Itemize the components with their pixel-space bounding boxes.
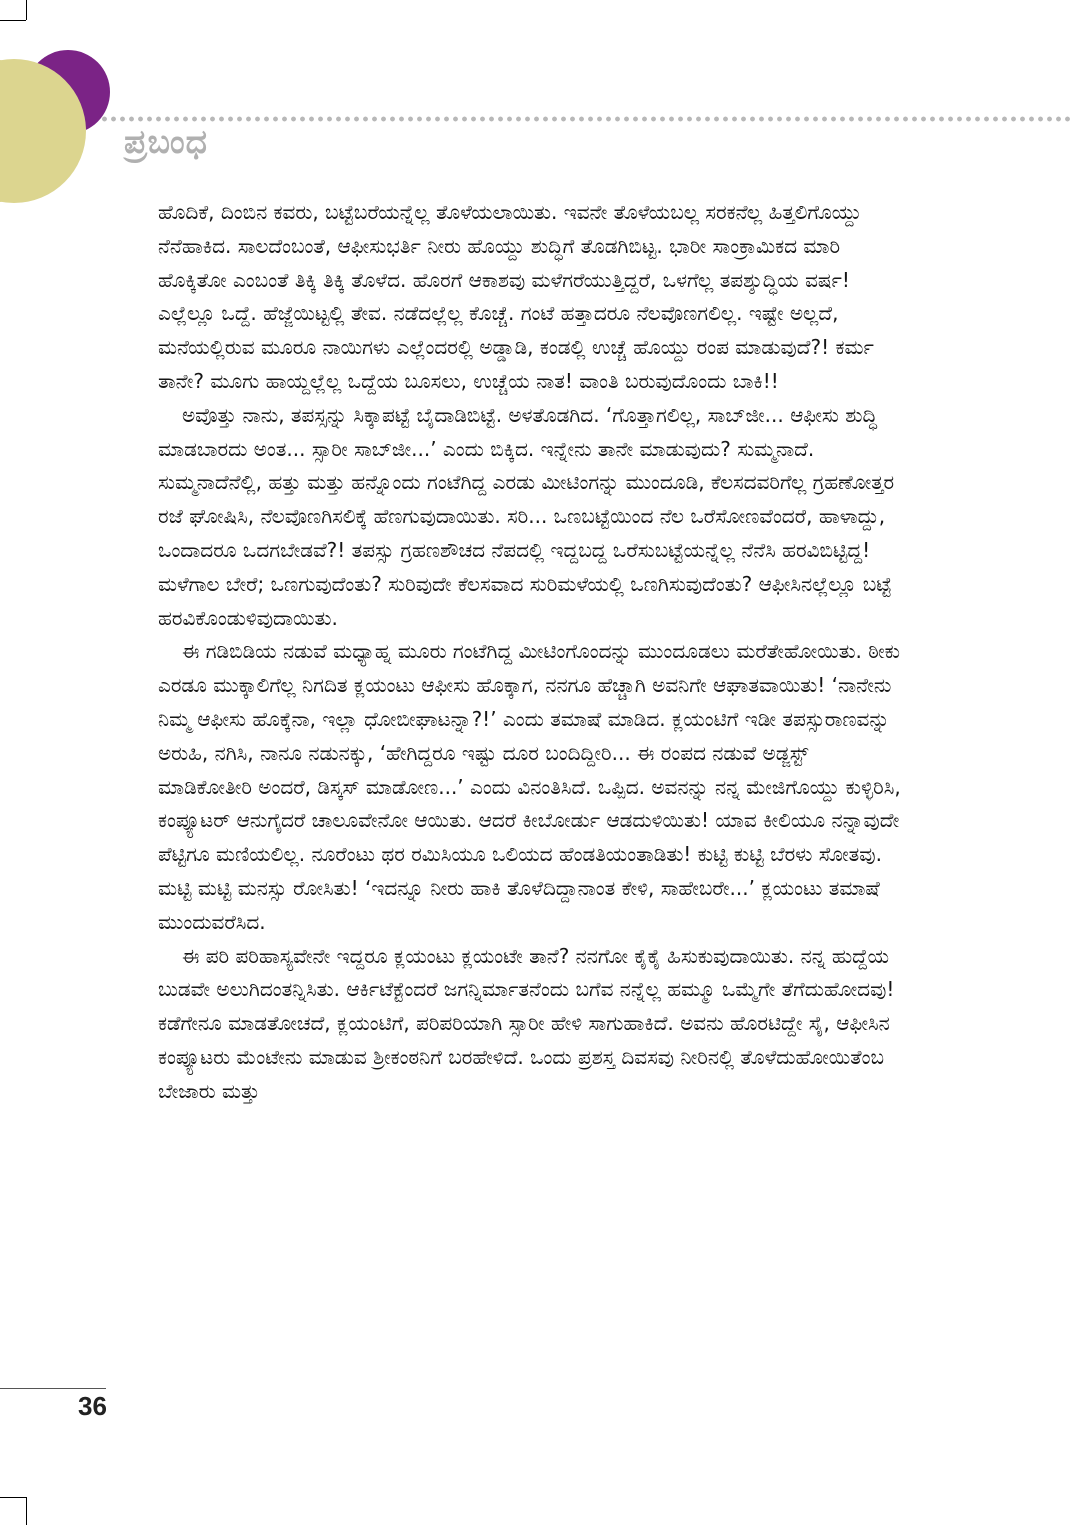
section-title: ಪ್ರಬಂಧ <box>124 122 208 161</box>
paragraph: ಈ ಗಡಿಬಿಡಿಯ ನಡುವೆ ಮಧ್ಯಾಹ್ನ ಮೂರು ಗಂಟೆಗಿದ್ದ ಮೀಟಿಂಗೊಂದನ್ನು ಮುಂದೂಡಲು ಮರೆತೇಹೋಯಿತು. ಠೀಕು ಎರಡೂ ಮುಕ್ಕಾಲಿಗೆಲ್ಲ ನಿಗದಿತ ಕ್ಲಯಂಟು ಆಫೀಸು ಹೊಕ್ಕಾಗ, ನನಗೂ ಹೆಚ್ಚಾಗಿ ಅವನಿಗೇ ಆಘಾತವಾಯಿತು! ‘ನಾನೇನು ನಿಮ್ಮ ಆಫೀಸು ಹೊಕ್ಕೆನಾ, ಇಲ್ಲಾ ಧೋಬೀಘಾಟನ್ನಾ?!’ ಎಂದು ತಮಾಷೆ ಮಾಡಿದ. ಕ್ಲಯಂಟಿಗೆ ಇಡೀ ತಪಸ್ಸುರಾಣವನ್ನು ಅರುಹಿ, ನಗಿಸಿ, ನಾನೂ ನಡುನಕ್ಕು, ‘ಹೇಗಿದ್ದರೂ ಇಷ್ಟು ದೂರ ಬಂದಿದ್ದೀರಿ... ಈ ರಂಪದ ನಡುವೆ ಅಡ್ಜಸ್ಟ್ ಮಾಡಿಕೋತೀರಿ ಅಂದರೆ, ಡಿಸ್ಕಸ್ ಮಾಡೋಣ...’ ಎಂದು ವಿನಂತಿಸಿದೆ. ಒಪ್ಪಿದ. ಅವನನ್ನು ನನ್ನ ಮೇಜಿಗೊಯ್ದು ಕುಳ್ಳಿರಿಸಿ, ಕಂಪ್ಯೂಟರ್ ಆನುಗೈದರೆ ಚಾಲೂವೇನೋ ಆಯಿತು. ಆದರೆ ಕೀಬೋರ್ಡು ಆಡದುಳಿಯಿತು! ಯಾವ ಕೀಲಿಯೂ ನನ್ನಾವುದೇ ಪೆಟ್ಟಿಗೂ ಮಣಿಯಲಿಲ್ಲ. ನೂರೆಂಟು ಥರ ರಮಿಸಿಯೂ ಒಲಿಯದ ಹೆಂಡತಿಯಂತಾಡಿತು! ಕುಟ್ಟಿ ಕುಟ್ಟಿ ಬೆರಳು ಸೋತವು. ಮಟ್ಟಿ ಮಟ್ಟಿ ಮನಸ್ಸು ರೋಸಿತು! ‘ಇದನ್ನೂ ನೀರು ಹಾಕಿ ತೊಳೆದಿದ್ದಾನಾಂತ ಕೇಳಿ, ಸಾಹೇಬರೇ...’ ಕ್ಲಯಂಟು ತಮಾಷೆ ಮುಂದುವರೆಸಿದ. <box>158 639 901 934</box>
paragraph: ಹೊದಿಕೆ, ದಿಂಬಿನ ಕವರು, ಬಟ್ಟೆಬರೆಯನ್ನೆಲ್ಲ ತೊಳೆಯಲಾಯಿತು. ಇವನೇ ತೊಳೆಯಬಲ್ಲ ಸರಕನೆಲ್ಲ ಹಿತ್ತಲಿಗೊಯ್ದು ನೆನೆಹಾಕಿದ. ಸಾಲದೆಂಬಂತೆ, ಆಫೀಸುಭರ್ತಿ ನೀರು ಹೊಯ್ದು ಶುದ್ಧಿಗೆ ತೊಡಗಿಬಿಟ್ಟ. ಭಾರೀ ಸಾಂಕ್ರಾಮಿಕದ ಮಾರಿ ಹೊಕ್ಕಿತೋ ಎಂಬಂತೆ ತಿಕ್ಕಿ ತಿಕ್ಕಿ ತೊಳೆದ. ಹೊರಗೆ ಆಕಾಶವು ಮಳೆಗರೆಯುತ್ತಿದ್ದರೆ, ಒಳಗೆಲ್ಲ ತಪಶ್ಶುದ್ಧಿಯ ವರ್ಷ! ಎಲ್ಲೆಲ್ಲೂ ಒದ್ದೆ. ಹೆಜ್ಜೆಯಿಟ್ಟಲ್ಲಿ ತೇವ. ನಡೆದಲ್ಲೆಲ್ಲ ಕೊಚ್ಚೆ. ಗಂಟೆ ಹತ್ತಾದರೂ ನೆಲವೊಣಗಲಿಲ್ಲ. ಇಷ್ಟೇ ಅಲ್ಲದೆ, ಮನೆಯಲ್ಲಿರುವ ಮೂರೂ ನಾಯಿಗಳು ಎಲ್ಲೆಂದರಲ್ಲಿ ಅಡ್ಡಾಡಿ, ಕಂಡಲ್ಲಿ ಉಚ್ಚೆ ಹೊಯ್ದು ರಂಪ ಮಾಡುವುದೆ?! ಕರ್ಮ ತಾನೇ? ಮೂಗು ಹಾಯ್ದಲ್ಲೆಲ್ಲ ಒದ್ದೆಯ ಬೂಸಲು, ಉಚ್ಚೆಯ ನಾತ! ವಾಂತಿ ಬರುವುದೊಂದು ಬಾಕಿ!! <box>158 200 874 393</box>
paragraph: ಅವೊತ್ತು ನಾನು, ತಪಸ್ಸನ್ನು ಸಿಕ್ಕಾಪಟ್ಟೆ ಬೈದಾಡಿಬಿಟ್ಟೆ. ಅಳತೊಡಗಿದ. ‘ಗೊತ್ತಾಗಲಿಲ್ಲ, ಸಾಬ್‌ಜೀ... ಆಫೀಸು ಶುದ್ಧಿ ಮಾಡಬಾರದು ಅಂತ... ಸ್ಸಾರೀ ಸಾಬ್‌ಜೀ...’ ಎಂದು ಬಿಕ್ಕಿದ. ಇನ್ನೇನು ತಾನೇ ಮಾಡುವುದು? ಸುಮ್ಮನಾದೆ. ಸುಮ್ಮನಾದೆನೆಲ್ಲಿ, ಹತ್ತು ಮತ್ತು ಹನ್ನೊಂದು ಗಂಟೆಗಿದ್ದ ಎರಡು ಮೀಟಿಂಗನ್ನು ಮುಂದೂಡಿ, ಕೆಲಸದವರಿಗೆಲ್ಲ ಗ್ರಹಣೋತ್ತರ ರಜೆ ಘೋಷಿಸಿ, ನೆಲವೊಣಗಿಸಲಿಕ್ಕೆ ಹೆಣಗುವುದಾಯಿತು. ಸರಿ... ಒಣಬಟ್ಟೆಯಿಂದ ನೆಲ ಒರೆಸೋಣವೆಂದರೆ, ಹಾಳಾದ್ದು, ಒಂದಾದರೂ ಒದಗಬೇಡವೆ?! ತಪಸ್ಸು ಗ್ರಹಣಶೌಚದ ನೆಪದಲ್ಲಿ ಇದ್ದಬದ್ದ ಒರೆಸುಬಟ್ಟೆಯನ್ನೆಲ್ಲ ನೆನೆಸಿ ಹರವಿಬಿಟ್ಟಿದ್ದ! ಮಳೆಗಾಲ ಬೇರೆ; ಒಣಗುವುದೆಂತು? ಸುರಿವುದೇ ಕೆಲಸವಾದ ಸುರಿಮಳೆಯಲ್ಲಿ ಒಣಗಿಸುವುದೆಂತು? ಆಫೀಸಿನಲ್ಲೆಲ್ಲೂ ಬಟ್ಟೆ ಹರವಿಕೊಂಡುಳಿವುದಾಯಿತು. <box>158 402 895 630</box>
crop-mark-bottom-horizontal <box>0 1497 26 1498</box>
crop-mark-bottom <box>26 1497 27 1525</box>
decorative-circles <box>0 0 130 210</box>
article-body <box>158 196 908 1109</box>
page-number: 36 <box>78 1391 107 1421</box>
page-number-rule <box>0 1388 106 1389</box>
dotted-rule <box>100 116 1072 122</box>
paragraph: ಈ ಪರಿ ಪರಿಹಾಸ್ಯವೇನೇ ಇದ್ದರೂ ಕ್ಲಯಂಟು ಕ್ಲಯಂಟೇ ತಾನೆ? ನನಗೋ ಕೈಕೈ ಹಿಸುಕುವುದಾಯಿತು. ನನ್ನ ಹುದ್ದೆಯ ಬುಡವೇ ಅಲುಗಿದಂತನ್ನಿಸಿತು. ಆರ್ಕಿಟೆಕ್ಟೆಂದರೆ ಜಗನ್ನಿರ್ಮಾತನೆಂದು ಬಗೆವ ನನ್ನೆಲ್ಲ ಹಮ್ಮೂ ಒಮ್ಮೆಗೇ ತೆಗೆದುಹೋದವು! ಕಡೆಗೇನೂ ಮಾಡತೋಚದೆ, ಕ್ಲಯಂಟಿಗೆ, ಪರಿಪರಿಯಾಗಿ ಸ್ಸಾರೀ ಹೇಳಿ ಸಾಗುಹಾಕಿದೆ. ಅವನು ಹೊರಟಿದ್ದೇ ಸೈ, ಆಫೀಸಿನ ಕಂಪ್ಯೂಟರು ಮೆಂಟೇನು ಮಾಡುವ ಶ್ರೀಕಂಠನಿಗೆ ಬರಹೇಳಿದೆ. ಒಂದು ಪ್ರಶಸ್ತ ದಿವಸವು ನೀರಿನಲ್ಲಿ ತೊಳೆದುಹೋಯಿತೆಂಬ ಬೇಜಾರು ಮತ್ತು <box>158 943 895 1103</box>
